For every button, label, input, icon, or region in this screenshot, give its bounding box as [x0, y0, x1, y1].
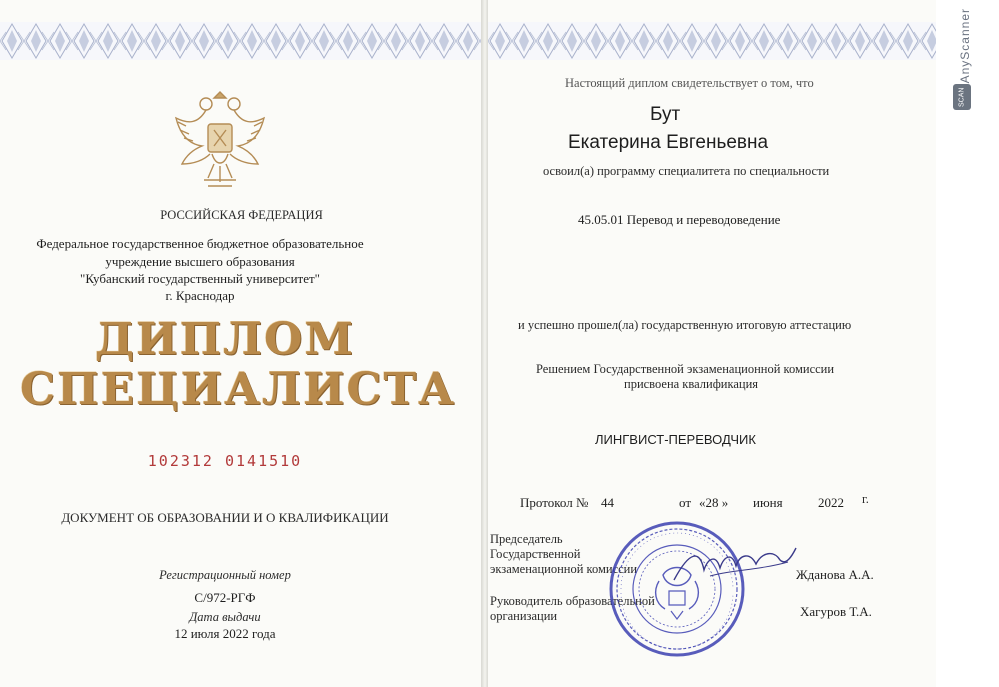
issue-date-label: Дата выдачи	[189, 610, 261, 624]
institution-city: г. Краснодар	[165, 288, 235, 303]
issue-date: 12 июля 2022 года	[174, 626, 276, 641]
registration-number: С/972-РГФ	[194, 590, 256, 605]
commission-line-1: Решением Государственной экзаменационной комиссии	[536, 362, 835, 376]
attestation-line: и успешно прошел(ла) государственную итоговую аттестацию	[518, 318, 852, 332]
chair-line-1: Председатель	[490, 532, 563, 546]
coat-of-arms-icon	[168, 84, 272, 196]
country-label: РОССИЙСКАЯ ФЕДЕРАЦИЯ	[160, 208, 323, 222]
diploma-title: ДИПЛОМ	[94, 314, 356, 365]
protocol-date-from: от	[679, 495, 692, 510]
chair-name: Жданова А.А.	[796, 567, 874, 582]
institution-line-1: Федеральное государственное бюджетное образовательное	[36, 236, 364, 251]
chair-signature	[670, 540, 800, 590]
decorative-border-band	[488, 22, 936, 60]
scanner-app-name: AnyScanner	[958, 8, 972, 84]
protocol-date-month: июня	[753, 495, 783, 510]
protocol-date-suffix: г.	[862, 492, 869, 506]
serial-number: 102312 0141510	[147, 452, 303, 470]
qualification: ЛИНГВИСТ-ПЕРЕВОДЧИК	[595, 432, 756, 447]
graduate-surname: Бут	[650, 104, 681, 125]
head-line-2: организации	[490, 609, 558, 623]
intro-text: Настоящий диплом свидетельствует о том, что	[565, 76, 814, 90]
decorative-border-band	[0, 22, 483, 60]
program-line: освоил(а) программу специалитета по специальности	[543, 164, 830, 178]
protocol-date-day: «28 »	[699, 495, 729, 510]
protocol-date-year: 2022	[818, 495, 844, 510]
document-type: ДОКУМЕНТ ОБ ОБРАЗОВАНИИ И О КВАЛИФИКАЦИИ	[61, 510, 389, 525]
chair-line-3: экзаменационной комиссии	[490, 562, 638, 576]
institution-line-3: "Кубанский государственный университет"	[80, 271, 320, 286]
head-name: Хагуров Т.А.	[800, 604, 872, 619]
head-line-1: Руководитель образовательной	[490, 594, 655, 608]
commission-line-2: присвоена квалификация	[624, 377, 759, 391]
scan-badge-icon: SCAN	[953, 84, 971, 110]
registration-label: Регистрационный номер	[159, 568, 291, 582]
chair-line-2: Государственной	[490, 547, 581, 561]
specialty: 45.05.01 Перевод и переводоведение	[578, 212, 781, 227]
diploma-left-page	[0, 0, 483, 687]
diploma-subtitle: СПЕЦИАЛИСТА	[20, 364, 457, 415]
graduate-name: Екатерина Евгеньевна	[568, 132, 769, 153]
institution-line-2: учреждение высшего образования	[105, 254, 295, 269]
protocol-label: Протокол №	[520, 495, 589, 510]
protocol-number: 44	[601, 495, 614, 510]
